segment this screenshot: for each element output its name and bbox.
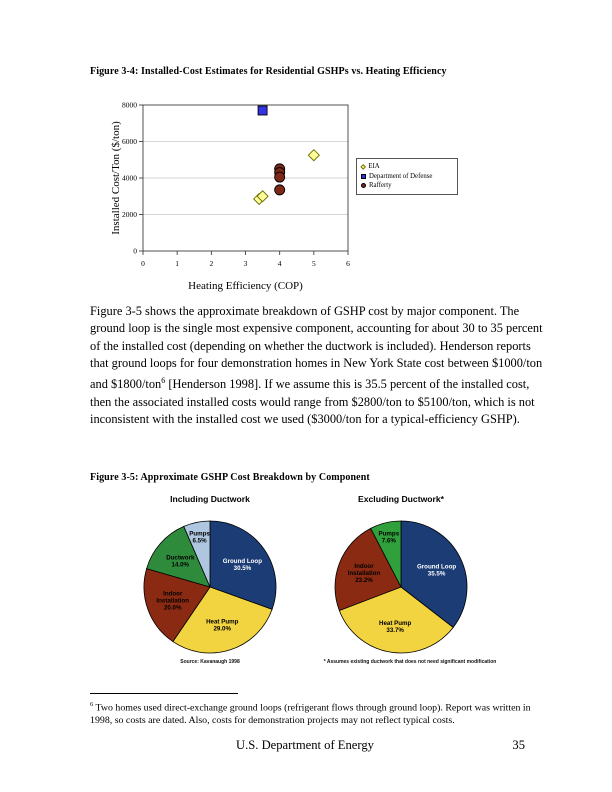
x-tick-label: 2 [209,259,214,268]
footnote-text: Two homes used direct-exchange ground loops (refrigerant flows through ground loop). Report was written in 1998, so costs are dated. Also, costs for demonstration projects may not reflect typical costs. [90,702,531,727]
pie-slice-label: Heat Pump 29.0% [206,618,239,633]
footer-title: U.S. Department of Energy [236,738,374,752]
page-number: 35 [512,738,525,752]
footnote-separator [90,693,238,694]
x-tick-label: 1 [175,259,180,268]
diamond-icon [360,164,366,170]
figure-3-5-caption: Figure 3-5: Approximate GSHP Cost Breakdown by Component [90,472,370,483]
y-tick-label: 2000 [122,210,137,220]
pie-slice-label: Indoor Installation 20.0% [156,590,190,612]
x-tick-label: 6 [346,259,350,268]
pie-chart-including-ductwork [125,508,295,658]
legend-label: Rafferty [369,182,392,189]
pie-slice-label: Indoor Installation 23.2% [347,563,381,585]
legend-item [361,181,453,191]
circle-icon [361,183,366,188]
footnote-reference: 6 [161,376,166,386]
square-icon [361,174,366,179]
legend-item [361,172,453,182]
legend-label: Department of Defense [369,172,433,180]
x-tick-label: 4 [277,259,282,268]
pie-slice-label: Ground Loop 30.5% [222,557,262,572]
pie-slice-label: Ductwork 14.0% [166,554,195,569]
pie-slice-label: Ground Loop 35.5% [416,563,457,578]
pie-slice-label: Pumps 7.6% [378,530,400,545]
x-axis-title: Heating Efficiency (COP) [188,280,303,292]
pie-right-asterisk-note: * Assumes existing ductwork that does not need significant modification [323,659,497,665]
y-tick-label: 6000 [122,137,137,147]
legend-item [361,162,453,172]
pie-slice-label: Heat Pump 33.7% [379,619,412,634]
scatter-chart [100,92,500,304]
data-point-circle [275,185,285,195]
x-tick-label: 0 [141,259,145,268]
data-point-square [258,106,267,115]
y-tick-label: 4000 [122,173,137,183]
paragraph-text-continued: [Henderson 1998]. If we assume this is 35.5 percent of the installed cost, then the associated installed costs would range from $2800/ton to $5100/ton, which is not inconsistent with the installed cost we used ($3000/ton for a typical-efficiency GSHP). [90,377,535,426]
scatter-plot-area [100,92,500,304]
data-point-diamond [308,150,319,161]
y-tick-label: 8000 [122,100,137,110]
pie-left-source-note: Source: Kavanaugh 1998 [180,659,240,665]
footnote [90,698,552,727]
chart-legend [356,158,458,195]
pie-chart-excluding-ductwork [316,508,486,658]
pie-right-title: Excluding Ductwork* [358,494,444,504]
y-axis-title: Installed Cost/Ton ($/ton) [110,121,122,235]
legend-label: EIA [368,163,380,170]
x-tick-label: 3 [243,259,248,268]
figure-3-4-caption: Figure 3-4: Installed-Cost Estimates for Residential GSHPs vs. Heating Efficiency [90,66,447,77]
x-tick-label: 5 [311,259,316,268]
y-tick-label: 0 [133,246,137,256]
footnote-marker: 6 [90,701,94,708]
pie-left-title: Including Ductwork [170,494,250,504]
paragraph-text: Figure 3-5 shows the approximate breakdown of GSHP cost by major component. The ground loop is the single most expensive component, accounting for about 30 to 35 percent of the installed cost (depending on whether the ductwork is included). Henderson reports that ground loops for four demonstration homes in New York State cost between $1000/ton and $1800/ton [90,304,543,392]
pie-slice-label: Pumps 6.5% [189,530,210,545]
data-point-circle [275,172,285,182]
body-paragraph [90,303,550,428]
